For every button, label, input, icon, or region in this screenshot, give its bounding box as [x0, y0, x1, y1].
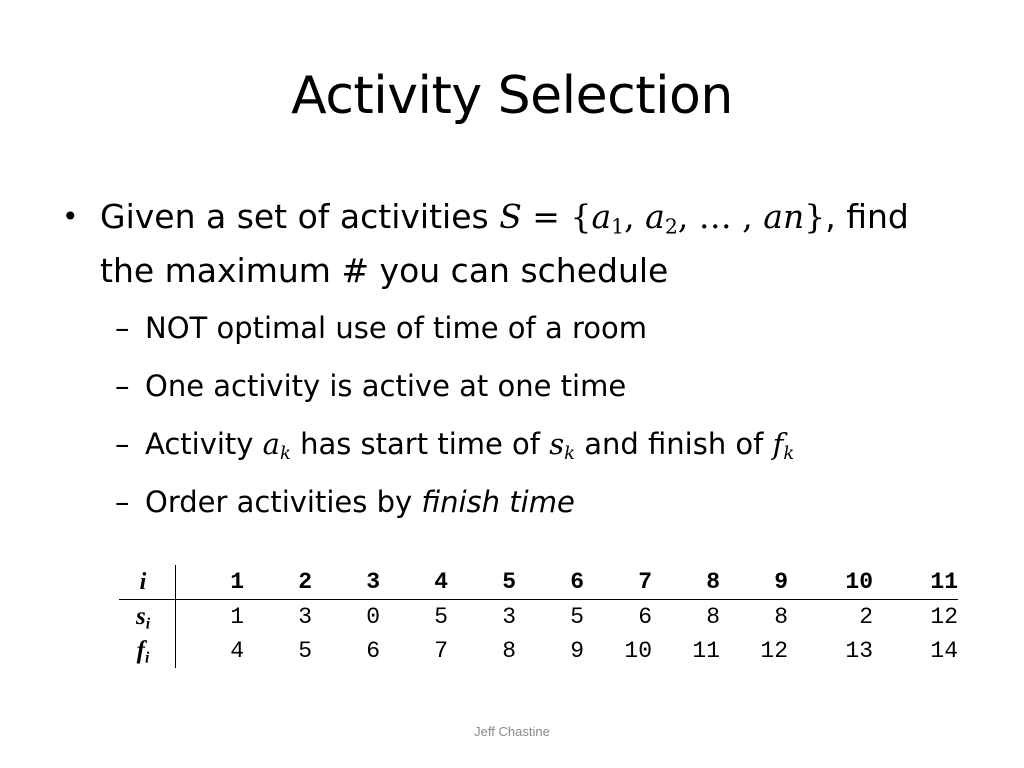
- start-time-cell: 5: [434, 604, 448, 630]
- set-an: an: [763, 197, 805, 236]
- index-row: [119, 565, 958, 600]
- slide-title: Activity Selection: [291, 66, 733, 126]
- sub-item-order: [115, 477, 975, 535]
- row-label-i-text: i: [139, 568, 147, 595]
- finish-time-cell: 5: [298, 638, 312, 664]
- start-time-cell: 3: [298, 604, 312, 630]
- dash-marker: –: [115, 311, 130, 345]
- finish-time-cell: 9: [570, 638, 584, 664]
- start-time-cell: 0: [366, 604, 380, 630]
- finish-time-cell: 4: [230, 638, 244, 664]
- sub-item-start-finish: [115, 419, 975, 477]
- var-a: a: [262, 427, 280, 461]
- set-comma: ,: [624, 197, 646, 236]
- index-cell: 1: [176, 565, 245, 600]
- start-time-cell: 8: [774, 604, 788, 630]
- start-time-cell: 5: [570, 604, 584, 630]
- sub-item-mid2: and finish of: [575, 427, 773, 461]
- index-cell: 6: [516, 565, 584, 600]
- main-bullet-text: [100, 190, 962, 298]
- index-cell: 4: [380, 565, 448, 600]
- index-cell: 8: [652, 565, 720, 600]
- sub-item-emphasis: finish time: [421, 485, 575, 519]
- footer-author: Jeff Chastine: [474, 724, 550, 739]
- set-a2: a: [645, 197, 665, 236]
- finish-time-cell: 6: [366, 638, 380, 664]
- row-label-s-text: s: [135, 603, 146, 630]
- index-cell: 7: [584, 565, 652, 600]
- activity-table: [119, 565, 958, 668]
- finish-time-cell: 14: [930, 638, 958, 664]
- start-time-cell: 8: [706, 604, 720, 630]
- set-a1: a: [591, 197, 612, 236]
- dash-marker: –: [115, 369, 130, 403]
- row-label-f-text: f: [136, 637, 145, 664]
- row-label-s: [119, 600, 176, 635]
- index-cell: 2: [244, 565, 312, 600]
- index-cell: 9: [720, 565, 788, 600]
- sub-item-one-active: [115, 361, 975, 419]
- var-s: s: [549, 427, 565, 461]
- row-label-s-subscript: i: [145, 615, 151, 633]
- finish-time-cell: 7: [434, 638, 448, 664]
- set-ellipsis: , … ,: [677, 197, 764, 236]
- set-close-brace: }: [804, 197, 826, 236]
- bullet-marker: •: [62, 200, 79, 233]
- finish-time-cell: 10: [624, 638, 652, 664]
- row-label-f: [119, 634, 176, 668]
- main-bullet: [62, 190, 962, 298]
- bullet-text-before: Given a set of activities: [100, 197, 500, 236]
- start-time-cell: 3: [502, 604, 516, 630]
- var-f: f: [772, 427, 784, 461]
- index-cell: 5: [448, 565, 516, 600]
- sub-item-text: NOT optimal use of time of a room: [145, 311, 647, 345]
- start-time-cell: 1: [230, 604, 244, 630]
- set-symbol: S: [499, 197, 522, 236]
- finish-time-cell: 12: [760, 638, 788, 664]
- finish-time-cell: 13: [845, 638, 873, 664]
- start-time-cell: 12: [930, 604, 958, 630]
- bullet-text-after: , find the maximum # you can schedule: [100, 197, 909, 290]
- row-label-f-subscript: i: [145, 649, 150, 667]
- set-a2-subscript: 2: [664, 214, 678, 239]
- var-s-subscript: k: [564, 443, 576, 465]
- set-equals-brace: = {: [521, 197, 592, 236]
- index-cell: 11: [873, 565, 958, 600]
- sub-item-not-optimal: [115, 303, 975, 361]
- dash-marker: –: [115, 427, 130, 461]
- dash-marker: –: [115, 485, 130, 519]
- sub-item-prefix: Activity: [145, 427, 263, 461]
- sub-item-mid: has start time of: [290, 427, 550, 461]
- index-cell: 3: [312, 565, 380, 600]
- finish-time-cell: 8: [502, 638, 516, 664]
- sub-item-prefix: Order activities by: [145, 485, 422, 519]
- index-cell: 10: [788, 565, 873, 600]
- set-a1-subscript: 1: [611, 214, 625, 239]
- finish-time-cell: 11: [692, 638, 720, 664]
- var-a-subscript: k: [279, 443, 291, 465]
- var-f-subscript: k: [783, 443, 795, 465]
- start-time-row: [119, 600, 958, 635]
- sub-bullet-list: [115, 303, 975, 535]
- start-time-cell: 6: [638, 604, 652, 630]
- start-time-cell: 2: [859, 604, 873, 630]
- finish-time-row: [119, 634, 958, 668]
- sub-item-text: One activity is active at one time: [145, 369, 627, 403]
- row-label-i: [119, 565, 176, 600]
